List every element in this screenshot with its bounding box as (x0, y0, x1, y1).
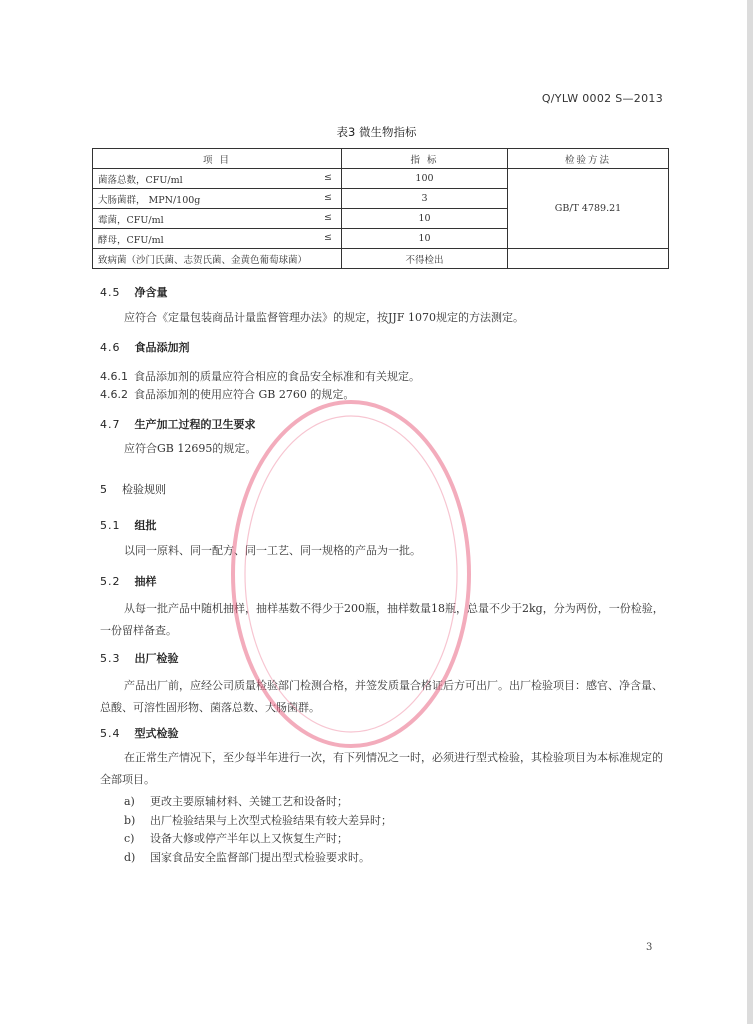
indicator-value: 10 (342, 229, 508, 249)
section-text-5-3: 产品出厂前，应经公司质量检验部门检测合格，并签发质量合格证后方可出厂。出厂检验项目：感官、净含量、总酸、可溶性固形物、菌落总数、大肠菌群。 (100, 679, 663, 714)
list-item-c: c) 设备大修或停产半年以上又恢复生产时； (124, 832, 348, 845)
list-item-d: d) 国家食品安全监督部门提出型式检验要求时。 (124, 851, 370, 864)
item-name: 大肠菌群， MPN/100g (98, 194, 201, 206)
operator: ≤ (324, 211, 332, 223)
section-heading-5-3: 5.3 出厂检验 (100, 652, 179, 665)
list-item-b: b) 出厂检验结果与上次型式检验结果有较大差异时； (124, 814, 392, 827)
list-item-a: a) 更改主要原辅材料、关键工艺和设备时； (124, 795, 348, 808)
item-cell (93, 189, 342, 209)
item-cell (93, 249, 342, 269)
indicator-value: 100 (342, 169, 508, 189)
section-heading-5-1: 5.1 组批 (100, 519, 157, 532)
section-heading-4-6: 4.6 食品添加剂 (100, 341, 190, 354)
table-row (93, 249, 669, 269)
item-cell (93, 209, 342, 229)
section-text-4-7: 应符合GB 12695的规定。 (124, 442, 257, 455)
item-cell (93, 169, 342, 189)
page-edge-shadow (747, 0, 753, 1024)
header-method: 检验方法 (508, 149, 669, 169)
document-code: Q/YLW 0002 S—2013 (541, 92, 663, 105)
header-indicator: 指 标 (342, 149, 508, 169)
table-header-row (93, 149, 669, 169)
operator: ≤ (324, 231, 332, 243)
page-number: 3 (646, 942, 653, 953)
table-title: 表3 微生物指标 (336, 125, 417, 139)
item-name: 菌落总数，CFU/ml (98, 174, 183, 186)
section-heading-4-7: 4.7 生产加工过程的卫生要求 (100, 418, 256, 431)
method-cell: GB/T 4789.21 (508, 169, 669, 249)
item-name: 酵母，CFU/ml (98, 234, 164, 246)
clause-4-6-2: 4.6.2 食品添加剂的使用应符合 GB 2760 的规定。 (100, 388, 355, 401)
operator: ≤ (324, 191, 332, 203)
item-name: 霉菌，CFU/ml (98, 214, 164, 226)
indicator-value: 10 (342, 209, 508, 229)
section-text-5-1: 以同一原料、同一配方、同一工艺、同一规格的产品为一批。 (124, 544, 421, 557)
section-text-4-5: 应符合《定量包装商品计量监督管理办法》的规定，按JJF 1070规定的方法测定。 (124, 311, 524, 324)
item-cell (93, 229, 342, 249)
table-row (93, 169, 669, 189)
header-item: 项 目 (93, 149, 342, 169)
microbial-indicators-table (92, 148, 669, 269)
indicator-value: 不得检出 (342, 249, 508, 269)
indicator-value: 3 (342, 189, 508, 209)
item-name: 致病菌（沙门氏菌、志贺氏菌、金黄色葡萄球菌） (98, 254, 308, 266)
section-heading-5-2: 5.2 抽样 (100, 575, 157, 588)
section-heading-5-4: 5.4 型式检验 (100, 727, 179, 740)
chapter-heading-5: 5 检验规则 (100, 483, 166, 496)
section-text-5-4: 在正常生产情况下，至少每半年进行一次，有下列情况之一时，必须进行型式检验，其检验项目为本标准规定的全部项目。 (100, 751, 663, 786)
section-text-5-2: 从每一批产品中随机抽样，抽样基数不得少于200瓶，抽样数量18瓶，总量不少于2kg，分为两份，一份检验，一份留样备查。 (100, 602, 664, 637)
operator: ≤ (324, 171, 332, 183)
section-heading-4-5: 4.5 净含量 (100, 286, 168, 299)
method-cell-empty (508, 249, 669, 269)
clause-4-6-1: 4.6.1 食品添加剂的质量应符合相应的食品安全标准和有关规定。 (100, 370, 420, 383)
